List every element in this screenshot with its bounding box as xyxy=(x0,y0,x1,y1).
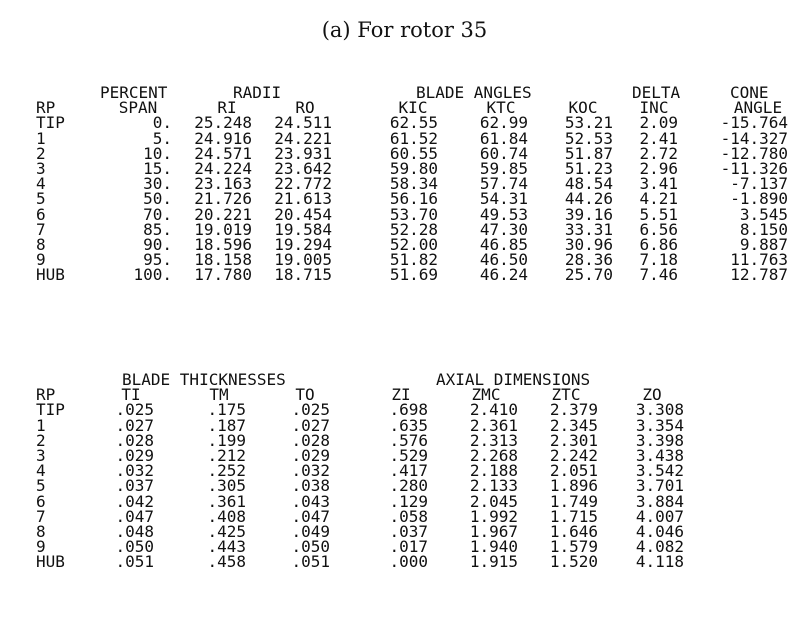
table-cell-angle: 8.150 xyxy=(739,219,788,239)
table-cell-ri: 24.916 xyxy=(194,128,252,148)
table-cell-to: .028 xyxy=(291,430,330,450)
table-cell-to: .038 xyxy=(291,476,330,496)
table-cell-tm: .458 xyxy=(207,552,246,572)
column-header-zmc: ZMC xyxy=(471,385,501,405)
table-cell-span: 0. xyxy=(152,113,172,133)
table-cell-rp: 4 xyxy=(36,174,46,194)
column-header-ro: RO xyxy=(295,98,315,118)
table-cell-koc: 51.87 xyxy=(564,143,613,163)
header-blade-thicknesses: BLADE THICKNESSES xyxy=(122,370,286,389)
table-cell-ktc: 46.50 xyxy=(479,250,528,270)
column-header-to: TO xyxy=(295,385,315,405)
table-cell-kic: 56.16 xyxy=(389,189,438,209)
table-cell-ri: 24.224 xyxy=(194,158,252,178)
table-cell-ri: 19.019 xyxy=(194,219,252,239)
table-cell-rp: 7 xyxy=(36,219,46,239)
table-cell-rp: HUB xyxy=(36,552,65,572)
table-cell-ro: 24.511 xyxy=(274,113,332,133)
table-cell-ri: 23.163 xyxy=(194,174,252,194)
table-cell-to: .032 xyxy=(291,461,330,481)
table-cell-ztc: 1.749 xyxy=(549,491,598,511)
table-cell-ro: 23.642 xyxy=(274,158,332,178)
table-cell-ktc: 46.24 xyxy=(479,265,528,285)
table-cell-ztc: 1.579 xyxy=(549,537,598,557)
table-cell-span: 5. xyxy=(152,128,172,148)
table-cell-zmc: 1.967 xyxy=(469,521,518,541)
table-cell-zi: .037 xyxy=(389,521,428,541)
table-cell-koc: 39.16 xyxy=(564,204,613,224)
table-cell-ro: 23.931 xyxy=(274,143,332,163)
table-cell-tm: .361 xyxy=(207,491,246,511)
table-cell-ztc: 2.379 xyxy=(549,400,598,420)
table-cell-ztc: 2.242 xyxy=(549,445,598,465)
table-cell-zi: .280 xyxy=(389,476,428,496)
table-cell-zmc: 2.268 xyxy=(469,445,518,465)
table-cell-koc: 44.26 xyxy=(564,189,613,209)
table-cell-zo: 3.354 xyxy=(635,415,684,435)
table-cell-span: 70. xyxy=(143,204,172,224)
table-cell-ktc: 57.74 xyxy=(479,174,528,194)
table-cell-tm: .175 xyxy=(207,400,246,420)
table-cell-zo: 3.438 xyxy=(635,445,684,465)
thickness-axial-table xyxy=(36,370,796,572)
table-cell-ktc: 49.53 xyxy=(479,204,528,224)
table-cell-ti: .042 xyxy=(115,491,154,511)
table-cell-zmc: 1.915 xyxy=(469,552,518,572)
table-cell-ri: 20.221 xyxy=(194,204,252,224)
table-cell-koc: 25.70 xyxy=(564,265,613,285)
table-cell-rp: 5 xyxy=(36,476,46,496)
table-cell-ktc: 47.30 xyxy=(479,219,528,239)
table-cell-angle: -12.780 xyxy=(720,143,788,163)
table-cell-span: 10. xyxy=(143,143,172,163)
table-cell-ro: 22.772 xyxy=(274,174,332,194)
table-cell-inc: 3.41 xyxy=(639,174,678,194)
table-cell-kic: 53.70 xyxy=(389,204,438,224)
table-cell-zmc: 2.045 xyxy=(469,491,518,511)
table-cell-koc: 53.21 xyxy=(564,113,613,133)
table-cell-ti: .032 xyxy=(115,461,154,481)
table-cell-inc: 2.09 xyxy=(639,113,678,133)
table-cell-koc: 52.53 xyxy=(564,128,613,148)
table-cell-tm: .252 xyxy=(207,461,246,481)
table-cell-angle: 12.787 xyxy=(730,265,788,285)
table-cell-ro: 24.221 xyxy=(274,128,332,148)
table-cell-ztc: 1.715 xyxy=(549,506,598,526)
table-row xyxy=(36,265,796,285)
table-cell-ktc: 59.85 xyxy=(479,158,528,178)
table-cell-kic: 51.69 xyxy=(389,265,438,285)
table-cell-rp: 7 xyxy=(36,506,46,526)
header-percent: PERCENT xyxy=(100,83,168,102)
table-cell-ztc: 2.345 xyxy=(549,415,598,435)
table-cell-span: 50. xyxy=(143,189,172,209)
table-cell-zmc: 2.410 xyxy=(469,400,518,420)
table-cell-rp: 2 xyxy=(36,143,46,163)
table-cell-rp: TIP xyxy=(36,113,65,133)
column-header-ri: RI xyxy=(217,98,237,118)
table-cell-zo: 3.542 xyxy=(635,461,684,481)
table-cell-koc: 48.54 xyxy=(564,174,613,194)
table-cell-kic: 52.28 xyxy=(389,219,438,239)
table-cell-to: .047 xyxy=(291,506,330,526)
table-cell-ri: 21.726 xyxy=(194,189,252,209)
table-cell-inc: 2.96 xyxy=(639,158,678,178)
table-cell-zmc: 2.133 xyxy=(469,476,518,496)
table-cell-ztc: 2.051 xyxy=(549,461,598,481)
table-cell-zi: .017 xyxy=(389,537,428,557)
table-cell-kic: 61.52 xyxy=(389,128,438,148)
table2-body xyxy=(36,400,796,572)
table-row xyxy=(36,552,796,572)
column-header-angle: ANGLE xyxy=(733,98,783,118)
blade-geometry-table xyxy=(36,83,796,285)
table-cell-span: 85. xyxy=(143,219,172,239)
table-cell-zo: 3.308 xyxy=(635,400,684,420)
table-cell-inc: 2.41 xyxy=(639,128,678,148)
table-cell-span: 95. xyxy=(143,250,172,270)
table-cell-ktc: 54.31 xyxy=(479,189,528,209)
table-cell-rp: 1 xyxy=(36,128,46,148)
table-cell-angle: -7.137 xyxy=(730,174,788,194)
table-cell-tm: .408 xyxy=(207,506,246,526)
table-cell-zi: .635 xyxy=(389,415,428,435)
table-cell-to: .043 xyxy=(291,491,330,511)
table-cell-kic: 51.82 xyxy=(389,250,438,270)
table-cell-angle: 9.887 xyxy=(739,234,788,254)
header-radii: RADII xyxy=(233,83,282,102)
table-cell-ro: 18.715 xyxy=(274,265,332,285)
table-cell-to: .027 xyxy=(291,415,330,435)
column-header-ztc: ZTC xyxy=(551,385,581,405)
table-cell-zo: 4.118 xyxy=(635,552,684,572)
table-cell-zi: .698 xyxy=(389,400,428,420)
table-cell-ti: .025 xyxy=(115,400,154,420)
table1-body xyxy=(36,113,796,285)
table-cell-rp: 4 xyxy=(36,461,46,481)
table-cell-rp: 3 xyxy=(36,445,46,465)
table-cell-zo: 4.082 xyxy=(635,537,684,557)
table-cell-tm: .187 xyxy=(207,415,246,435)
table-cell-zmc: 1.992 xyxy=(469,506,518,526)
table-cell-tm: .443 xyxy=(207,537,246,557)
column-header-zo: ZO xyxy=(642,385,662,405)
table-cell-angle: -1.890 xyxy=(730,189,788,209)
table-cell-zi: .058 xyxy=(389,506,428,526)
table-cell-kic: 60.55 xyxy=(389,143,438,163)
table-cell-zo: 4.046 xyxy=(635,521,684,541)
table-cell-inc: 4.21 xyxy=(639,189,678,209)
table-cell-ktc: 61.84 xyxy=(479,128,528,148)
table-cell-zmc: 2.188 xyxy=(469,461,518,481)
table-cell-zo: 3.884 xyxy=(635,491,684,511)
column-header-tm: TM xyxy=(209,385,229,405)
table-cell-ti: .048 xyxy=(115,521,154,541)
table-cell-zo: 4.007 xyxy=(635,506,684,526)
table-cell-tm: .199 xyxy=(207,430,246,450)
table-cell-tm: .305 xyxy=(207,476,246,496)
header-cone: CONE xyxy=(730,83,769,102)
table-cell-rp: 9 xyxy=(36,250,46,270)
table-cell-zi: .129 xyxy=(389,491,428,511)
table-cell-ro: 21.613 xyxy=(274,189,332,209)
table-cell-rp: 5 xyxy=(36,189,46,209)
table-cell-inc: 7.46 xyxy=(639,265,678,285)
table-cell-tm: .212 xyxy=(207,445,246,465)
table-cell-koc: 33.31 xyxy=(564,219,613,239)
table-cell-kic: 58.34 xyxy=(389,174,438,194)
column-header-rp: RP xyxy=(36,98,56,118)
header-blade-angles: BLADE ANGLES xyxy=(416,83,532,102)
table-cell-zmc: 1.940 xyxy=(469,537,518,557)
table-cell-rp: 2 xyxy=(36,430,46,450)
table-cell-ti: .051 xyxy=(115,552,154,572)
table-cell-rp: 8 xyxy=(36,521,46,541)
table-cell-zi: .417 xyxy=(389,461,428,481)
table-cell-ti: .028 xyxy=(115,430,154,450)
column-header-span: SPAN xyxy=(118,98,158,118)
table-cell-zo: 3.701 xyxy=(635,476,684,496)
table-cell-rp: 3 xyxy=(36,158,46,178)
table-cell-rp: TIP xyxy=(36,400,65,420)
table-cell-ti: .047 xyxy=(115,506,154,526)
table-cell-ro: 19.584 xyxy=(274,219,332,239)
table-cell-angle: -11.326 xyxy=(720,158,788,178)
table-cell-ti: .027 xyxy=(115,415,154,435)
table-cell-angle: 3.545 xyxy=(739,204,788,224)
table-cell-ztc: 1.646 xyxy=(549,521,598,541)
table-cell-ztc: 1.520 xyxy=(549,552,598,572)
table-cell-koc: 28.36 xyxy=(564,250,613,270)
table-cell-zmc: 2.361 xyxy=(469,415,518,435)
header-axial-dimensions: AXIAL DIMENSIONS xyxy=(436,370,591,389)
table-cell-ti: .037 xyxy=(115,476,154,496)
table-cell-angle: 11.763 xyxy=(730,250,788,270)
table-cell-ro: 19.005 xyxy=(274,250,332,270)
table-cell-rp: 6 xyxy=(36,204,46,224)
table-cell-ti: .029 xyxy=(115,445,154,465)
column-header-zi: ZI xyxy=(391,385,411,405)
table-cell-to: .051 xyxy=(291,552,330,572)
table-cell-koc: 51.23 xyxy=(564,158,613,178)
table-cell-rp: 1 xyxy=(36,415,46,435)
column-header-kic: KIC xyxy=(398,98,428,118)
table-cell-kic: 52.00 xyxy=(389,234,438,254)
table-cell-to: .050 xyxy=(291,537,330,557)
table-cell-zi: .000 xyxy=(389,552,428,572)
table-cell-angle: -15.764 xyxy=(720,113,788,133)
table-cell-ktc: 46.85 xyxy=(479,234,528,254)
table-cell-ro: 19.294 xyxy=(274,234,332,254)
table-cell-ri: 24.571 xyxy=(194,143,252,163)
table-cell-ri: 18.158 xyxy=(194,250,252,270)
table-cell-ktc: 60.74 xyxy=(479,143,528,163)
table-cell-inc: 5.51 xyxy=(639,204,678,224)
column-header-koc: KOC xyxy=(568,98,598,118)
column-header-inc: INC xyxy=(639,98,669,118)
table-cell-ztc: 1.896 xyxy=(549,476,598,496)
table2-group-header-row xyxy=(36,372,796,387)
table-cell-span: 15. xyxy=(143,158,172,178)
table-cell-span: 90. xyxy=(143,234,172,254)
table-cell-ri: 25.248 xyxy=(194,113,252,133)
column-header-ti: TI xyxy=(121,385,141,405)
table-cell-zo: 3.398 xyxy=(635,430,684,450)
table-cell-kic: 59.80 xyxy=(389,158,438,178)
column-header-ktc: KTC xyxy=(486,98,516,118)
table-cell-inc: 2.72 xyxy=(639,143,678,163)
table-cell-rp: 8 xyxy=(36,234,46,254)
table-cell-to: .029 xyxy=(291,445,330,465)
figure-title: (a) For rotor 35 xyxy=(321,18,488,42)
table-cell-to: .049 xyxy=(291,521,330,541)
table-cell-kic: 62.55 xyxy=(389,113,438,133)
table-cell-span: 30. xyxy=(143,174,172,194)
table-cell-rp: 6 xyxy=(36,491,46,511)
table-cell-zmc: 2.313 xyxy=(469,430,518,450)
table-cell-tm: .425 xyxy=(207,521,246,541)
table-cell-ti: .050 xyxy=(115,537,154,557)
table-cell-rp: HUB xyxy=(36,265,65,285)
table-cell-inc: 6.56 xyxy=(639,219,678,239)
table-cell-ri: 17.780 xyxy=(194,265,252,285)
table-cell-zi: .529 xyxy=(389,445,428,465)
header-delta: DELTA xyxy=(632,83,681,102)
table-cell-zi: .576 xyxy=(389,430,428,450)
table-cell-koc: 30.96 xyxy=(564,234,613,254)
table-cell-inc: 7.18 xyxy=(639,250,678,270)
table-cell-ri: 18.596 xyxy=(194,234,252,254)
table-cell-angle: -14.327 xyxy=(720,128,788,148)
table-cell-ktc: 62.99 xyxy=(479,113,528,133)
table-cell-to: .025 xyxy=(291,400,330,420)
table-cell-span: 100. xyxy=(133,265,172,285)
table-cell-ztc: 2.301 xyxy=(549,430,598,450)
table-cell-inc: 6.86 xyxy=(639,234,678,254)
table-cell-rp: 9 xyxy=(36,537,46,557)
column-header-rp: RP xyxy=(36,385,56,405)
table-cell-ro: 20.454 xyxy=(274,204,332,224)
